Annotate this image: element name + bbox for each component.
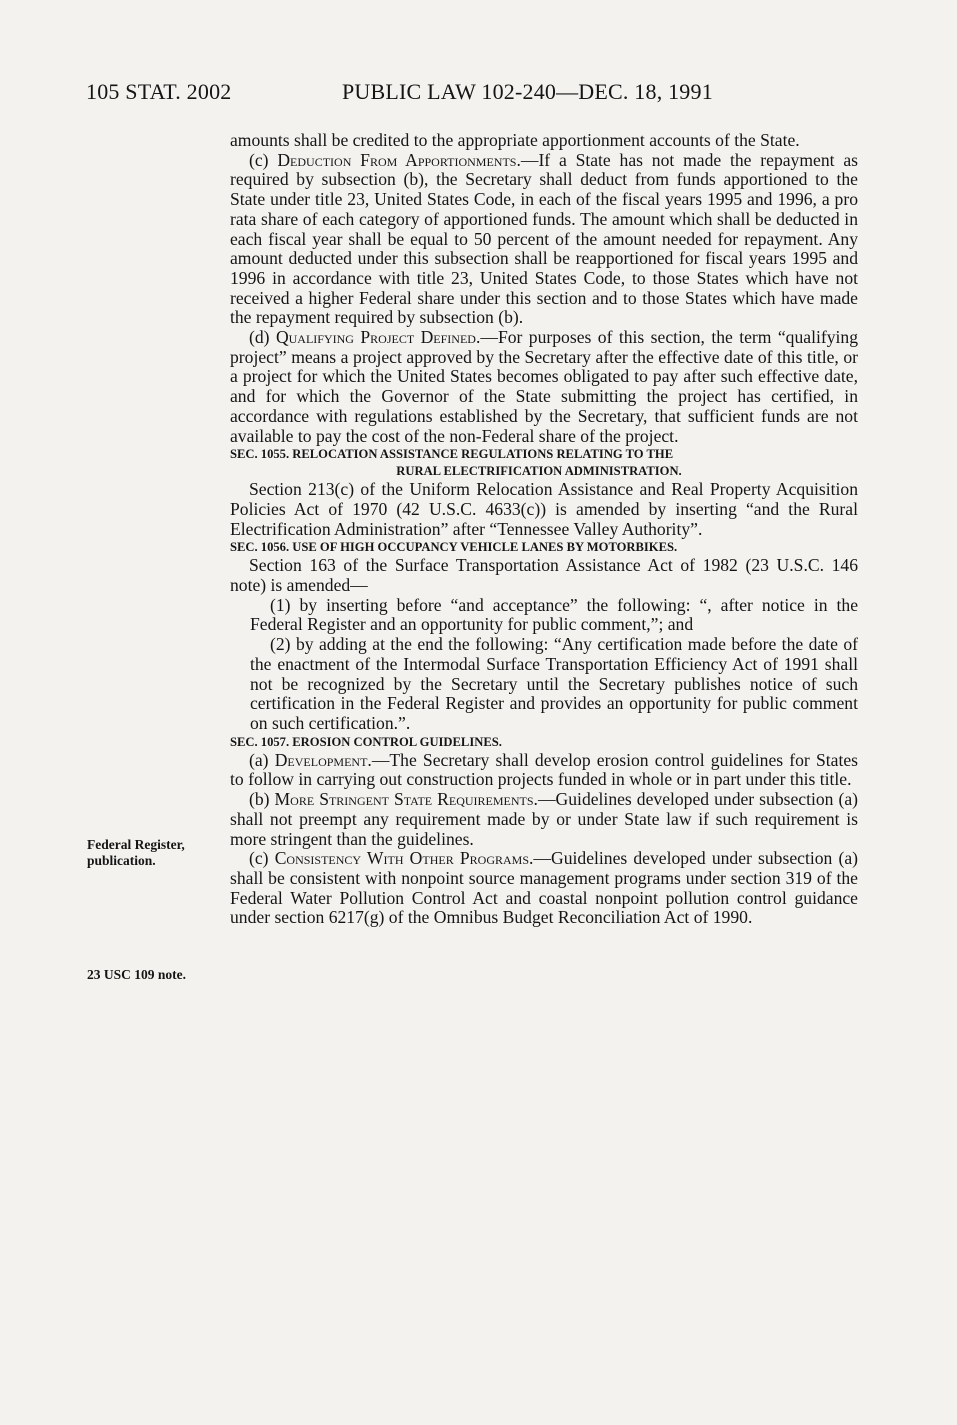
- section-1057-subsection-a: [230, 751, 858, 790]
- subsection-d: [230, 328, 858, 446]
- subsection-d-label: (d): [249, 327, 276, 348]
- section-1057-a-label: (a): [249, 749, 275, 770]
- statute-page-reference: 105 STAT. 2002: [86, 79, 232, 104]
- section-1057-b-label: (b): [249, 789, 275, 810]
- subsection-c-heading: Deduction From Apportionments.: [277, 149, 521, 170]
- section-1055-heading-line1: SEC. 1055. RELOCATION ASSISTANCE REGULATIONS RELATING TO THE: [230, 447, 674, 462]
- section-1057-b-heading: More Stringent State Requirements.: [274, 789, 538, 810]
- subsection-c-text: —If a State has not made the repayment as required by subsection (b), the Secretary shall deduct from funds apportioned to the State under title 23, United States Code, in each of the fiscal years 1995 and 1996, a pro rata share of each category of apportioned funds. The amount which shall be deducted in each fiscal year shall be equal to 50 percent of the amount needed for repayment. Any amount deducted under this subsection shall be reapportioned for fiscal years 1995 and 1996 in accordance with title 23, United States Code, to those States which have not received a higher Federal share under this section and to those States which have made the repayment required by subsection (b).: [230, 149, 858, 328]
- subsection-d-heading: Qualifying Project Defined.: [275, 327, 481, 348]
- section-1057-subsection-c: [230, 849, 858, 928]
- section-1057-c-heading: Consistency With Other Programs.: [274, 848, 534, 869]
- section-1056-item-1: (1) by inserting before “and acceptance” the following: “, after notice in the Federal Register and an opportunity for public comment,”; and: [250, 594, 858, 635]
- page-header: [86, 79, 766, 109]
- subsection-d-text: —For purposes of this section, the term “qualifying project” means a project approved by the Secretary after the effective date of this title, or a project for which the United States becomes obligated to pay after such effective date, and for which the Governor of the State submitting the project has certified, in accordance with regulations established by the Secretary, that sufficient funds are not available to pay the cost of the non-Federal share of the project.: [230, 327, 858, 446]
- section-1055-heading-line2: RURAL ELECTRIFICATION ADMINISTRATION.: [396, 464, 682, 479]
- section-1057-a-text: —The Secretary shall develop erosion control guidelines for States to follow in carrying out construction projects funded in whole or in part under this title.: [230, 749, 858, 790]
- margin-note-usc: 23 USC 109 note.: [87, 967, 187, 982]
- section-1056-heading: SEC. 1056. USE OF HIGH OCCUPANCY VEHICLE LANES BY MOTORBIKES.: [230, 540, 678, 555]
- section-1055-heading: [230, 446, 858, 480]
- section-1056-intro: Section 163 of the Surface Transportation Assistance Act of 1982 (23 U.S.C. 146 note) is amended—: [230, 555, 858, 596]
- subsection-c: [230, 151, 858, 328]
- section-1057-c-text: —Guidelines developed under subsection (a) shall be consistent with nonpoint source management programs under section 319 of the Federal Water Pollution Control Act and coastal nonpoint pollution control guidance under section 6217(g) of the Omnibus Budget Reconciliation Act of 1990.: [230, 848, 858, 928]
- body-text: [230, 131, 858, 928]
- subsection-c-label: (c): [249, 149, 278, 170]
- section-1057-heading: SEC. 1057. EROSION CONTROL GUIDELINES.: [230, 734, 502, 749]
- margin-note-federal-register: Federal Register, publication.: [87, 837, 185, 868]
- section-1057-b-text: —Guidelines developed under subsection (a) shall not preempt any requirement made by or under State law if such requirement is more stringent than the guidelines.: [230, 789, 858, 849]
- public-law-title: PUBLIC LAW 102-240—DEC. 18, 1991: [342, 79, 713, 104]
- continued-paragraph: amounts shall be credited to the appropriate apportionment accounts of the State.: [230, 130, 800, 150]
- section-1057-subsection-b: [230, 790, 858, 849]
- section-1057-a-heading: Development.: [274, 749, 372, 770]
- section-1056-item-2: (2) by adding at the end the following: “Any certification made before the date of the enactment of the Intermodal Surface Transportation Efficiency Act of 1991 shall not be recognized by the Secretary until the Secretary publishes notice of such certification in the Federal Register and provides an opportunity for public comment on such certification.”.: [250, 634, 858, 733]
- section-1057-c-label: (c): [249, 848, 275, 869]
- section-1055-text: Section 213(c) of the Uniform Relocation Assistance and Real Property Acquisition Policies Act of 1970 (42 U.S.C. 4633(c)) is amended by inserting “and the Rural Electrification Administration” after “Tennessee Valley Authority”.: [230, 479, 858, 539]
